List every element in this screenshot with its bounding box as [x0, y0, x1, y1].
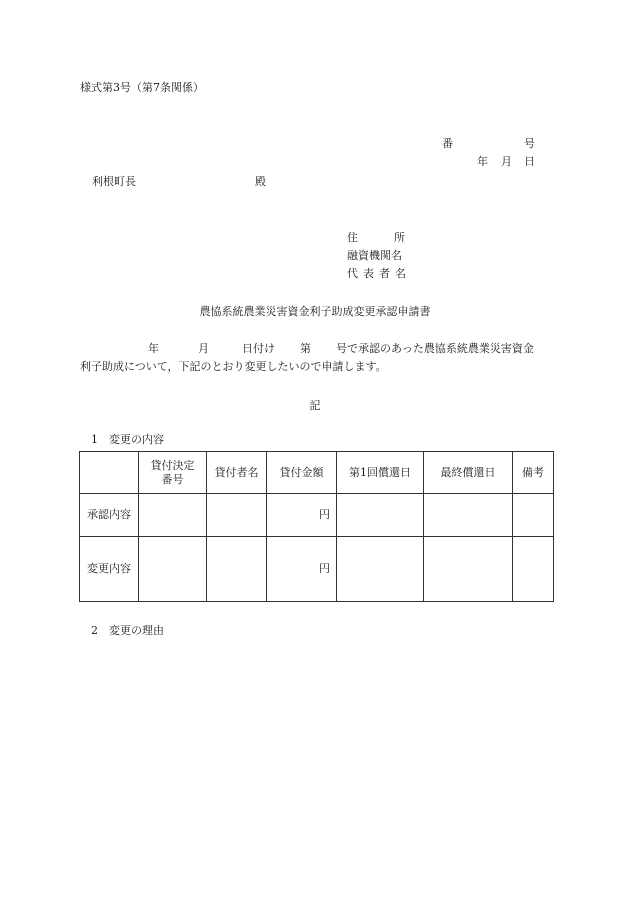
body-dai: 第	[300, 342, 311, 355]
table-header-row	[80, 452, 554, 494]
cell-loan-amount[interactable]: 円	[267, 494, 337, 537]
header-remarks: 備考	[513, 452, 554, 494]
applicant-representative-label: 代表者名	[347, 267, 411, 280]
cell-decision-number[interactable]	[139, 537, 207, 602]
header-loan-decision-number: 貸付決定 番号	[139, 452, 207, 494]
cell-first-repayment[interactable]	[337, 537, 424, 602]
header-blank	[80, 452, 139, 494]
cell-lender-name[interactable]	[207, 537, 267, 602]
body-line-2: 利子助成について，下記のとおり変更したいので申請します。	[80, 360, 387, 373]
cell-remarks[interactable]	[513, 537, 554, 602]
cell-final-repayment[interactable]	[424, 494, 513, 537]
address-label-part2: 所	[394, 231, 405, 244]
section-1-heading: 1 変更の内容	[91, 433, 164, 446]
section-2-heading: 2 変更の理由	[91, 624, 164, 637]
cell-decision-number[interactable]	[139, 494, 207, 537]
header-loan-amount: 貸付金額	[267, 452, 337, 494]
body-year: 年	[148, 342, 159, 355]
document-number-suffix: 号	[524, 137, 535, 150]
table-row	[80, 494, 554, 537]
change-content-table	[79, 451, 554, 602]
row-label-approved: 承認内容	[80, 494, 139, 537]
date-month-label: 月	[501, 155, 512, 168]
cell-lender-name[interactable]	[207, 494, 267, 537]
cell-first-repayment[interactable]	[337, 494, 424, 537]
date-year-label: 年	[477, 155, 488, 168]
header-first-repayment-date: 第1回償還日	[337, 452, 424, 494]
addressee: 利根町長	[92, 175, 136, 188]
date-day-label: 日	[524, 155, 535, 168]
address-label-part1: 住	[347, 231, 358, 244]
applicant-address-label	[347, 231, 405, 245]
header-lender-name: 貸付者名	[207, 452, 267, 494]
table-row	[80, 537, 554, 602]
document-number-label: 番	[442, 137, 453, 150]
cell-final-repayment[interactable]	[424, 537, 513, 602]
ki-heading: 記	[309, 399, 321, 412]
body-dated: 日付け	[242, 342, 275, 355]
row-label-changed: 変更内容	[80, 537, 139, 602]
document-title: 農協系統農業災害資金利子助成変更承認申請書	[199, 305, 431, 318]
honorific: 殿	[255, 175, 266, 188]
form-number-label: 様式第3号（第7条関係）	[80, 81, 204, 94]
body-month: 月	[198, 342, 209, 355]
applicant-institution-label: 融資機関名	[347, 249, 402, 262]
cell-remarks[interactable]	[513, 494, 554, 537]
cell-loan-amount[interactable]: 円	[267, 537, 337, 602]
body-line1-rest: 号で承認のあった農協系統農業災害資金	[336, 342, 534, 355]
header-final-repayment-date: 最終償還日	[424, 452, 513, 494]
